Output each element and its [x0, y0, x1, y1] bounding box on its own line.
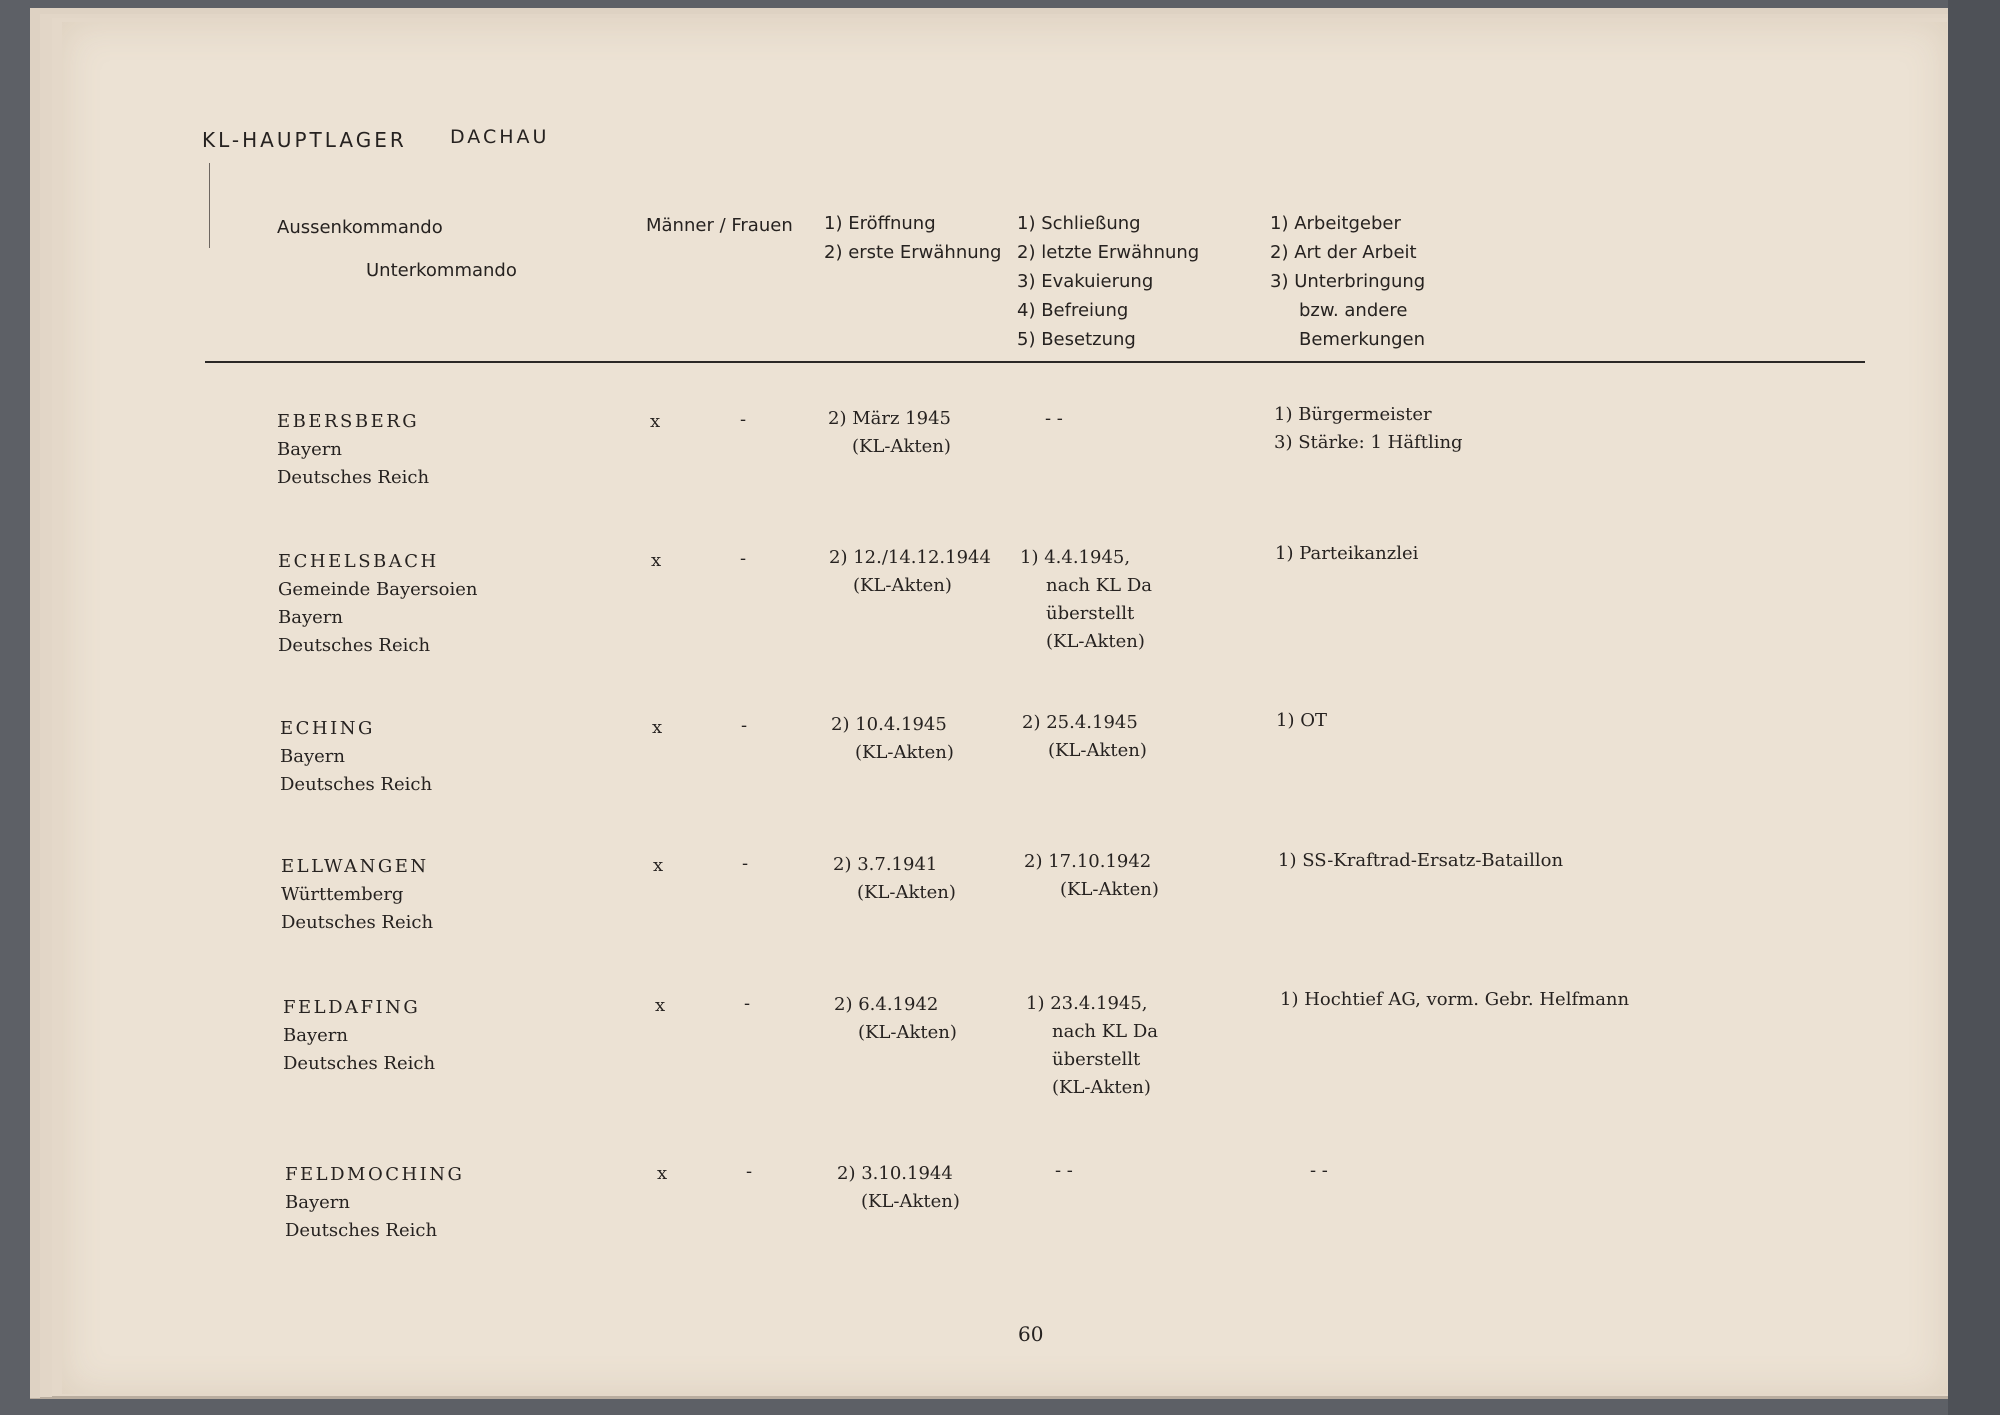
- opening-cell: 2) März 1945 (KL-Akten): [828, 408, 951, 457]
- kommando-name: EBERSBERG: [277, 411, 420, 432]
- col-header-unterkommando: Unterkommando: [366, 260, 517, 281]
- page-number: 60: [1018, 1322, 1044, 1346]
- margin-mark: [209, 163, 210, 248]
- kommando-name: ELLWANGEN: [281, 856, 429, 877]
- men-mark: x: [650, 411, 661, 432]
- page-title: KL-HAUPTLAGER: [202, 128, 407, 152]
- men-mark: x: [651, 550, 662, 571]
- women-mark: -: [742, 853, 749, 874]
- row-location-block: ECHING Bayern Deutsches Reich: [280, 715, 432, 799]
- row-location-block: FELDMOCHING Bayern Deutsches Reich: [285, 1161, 464, 1245]
- closing-cell: 2) 17.10.1942 (KL-Akten): [1024, 851, 1159, 900]
- row-location-block: EBERSBERG Bayern Deutsches Reich: [277, 408, 429, 492]
- women-mark: -: [740, 409, 747, 430]
- row-location-block: ECHELSBACH Gemeinde Bayersoien Bayern Deutsches Reich: [278, 548, 477, 660]
- col-header-remarks: 1) Arbeitgeber 2) Art der Arbeit 3) Unterbringung bzw. andere Bemerkungen: [1270, 213, 1426, 350]
- closing-cell: 2) 25.4.1945 (KL-Akten): [1022, 712, 1147, 761]
- men-mark: x: [653, 855, 664, 876]
- women-mark: -: [746, 1161, 753, 1182]
- closing-cell: - -: [1045, 408, 1063, 429]
- opening-cell: 2) 3.10.1944 (KL-Akten): [837, 1163, 960, 1212]
- kommando-name: FELDAFING: [283, 997, 421, 1018]
- closing-cell: - -: [1055, 1160, 1073, 1181]
- kommando-name: ECHING: [280, 718, 375, 739]
- remarks-cell: 1) Bürgermeister 3) Stärke: 1 Häftling: [1274, 404, 1463, 453]
- remarks-cell: 1) Hochtief AG, vorm. Gebr. Helfmann: [1280, 989, 1630, 1010]
- opening-cell: 2) 12./14.12.1944 (KL-Akten): [829, 547, 991, 596]
- kommando-name: ECHELSBACH: [278, 551, 439, 572]
- remarks-cell: 1) Parteikanzlei: [1275, 543, 1419, 564]
- opening-cell: 2) 6.4.1942 (KL-Akten): [834, 994, 957, 1043]
- col-header-opening: 1) Eröffnung 2) erste Erwähnung: [824, 213, 1002, 263]
- closing-cell: 1) 4.4.1945, nach KL Da überstellt (KL-Akten): [1020, 547, 1153, 652]
- opening-cell: 2) 10.4.1945 (KL-Akten): [831, 714, 954, 763]
- men-mark: x: [657, 1163, 668, 1184]
- remarks-cell: 1) SS-Kraftrad-Ersatz-Bataillon: [1278, 850, 1564, 871]
- women-mark: -: [744, 993, 751, 1014]
- row-location-block: FELDAFING Bayern Deutsches Reich: [283, 994, 435, 1078]
- opening-cell: 2) 3.7.1941 (KL-Akten): [833, 854, 956, 903]
- col-header-maenner-frauen: Männer / Frauen: [646, 215, 793, 236]
- page-subtitle: DACHAU: [450, 126, 550, 148]
- women-mark: -: [740, 548, 747, 569]
- col-header-closing: 1) Schließung 2) letzte Erwähnung 3) Evakuierung 4) Befreiung 5) Besetzung: [1017, 213, 1200, 350]
- remarks-cell: 1) OT: [1276, 710, 1327, 731]
- row-location-block: ELLWANGEN Württemberg Deutsches Reich: [281, 853, 433, 937]
- col-header-aussenkommando: Aussenkommando: [277, 217, 443, 238]
- book-gutter: [1948, 0, 2000, 1415]
- kommando-name: FELDMOCHING: [285, 1164, 465, 1185]
- remarks-cell: - -: [1310, 1160, 1328, 1181]
- header-rule: [205, 361, 1865, 363]
- women-mark: -: [741, 715, 748, 736]
- men-mark: x: [652, 717, 663, 738]
- closing-cell: 1) 23.4.1945, nach KL Da überstellt (KL-Akten): [1026, 993, 1159, 1098]
- men-mark: x: [655, 995, 666, 1016]
